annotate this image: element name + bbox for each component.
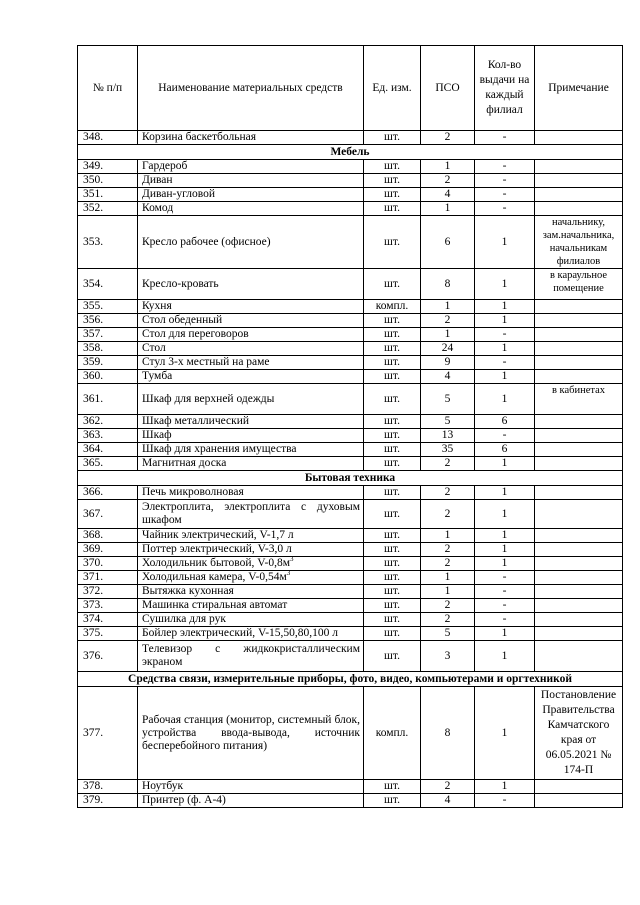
row-pso: 1 xyxy=(421,300,475,314)
row-number: 361. xyxy=(78,384,138,415)
row-qty: 1 xyxy=(475,216,535,269)
table-row xyxy=(78,529,623,543)
row-number: 367. xyxy=(78,500,138,529)
row-name xyxy=(138,613,364,627)
row-note xyxy=(535,780,623,794)
row-number: 359. xyxy=(78,356,138,370)
row-unit: шт. xyxy=(364,174,421,188)
row-name-text: Сушилка для рук xyxy=(142,613,226,625)
row-qty: 6 xyxy=(475,443,535,457)
row-unit: шт. xyxy=(364,202,421,216)
row-name-text: Печь микроволновая xyxy=(142,486,244,498)
row-pso: 1 xyxy=(421,571,475,585)
row-unit: шт. xyxy=(364,613,421,627)
row-unit: шт. xyxy=(364,415,421,429)
row-unit: шт. xyxy=(364,794,421,808)
row-note xyxy=(535,188,623,202)
row-unit: шт. xyxy=(364,599,421,613)
row-qty: 1 xyxy=(475,557,535,571)
row-note xyxy=(535,314,623,328)
row-pso: 6 xyxy=(421,216,475,269)
table-row xyxy=(78,415,623,429)
row-unit: шт. xyxy=(364,457,421,471)
row-name-text: Диван xyxy=(142,174,173,186)
table-row xyxy=(78,429,623,443)
row-name xyxy=(138,457,364,471)
row-qty: 1 xyxy=(475,641,535,672)
row-number: 358. xyxy=(78,342,138,356)
row-number: 364. xyxy=(78,443,138,457)
row-note xyxy=(535,300,623,314)
row-unit: шт. xyxy=(364,571,421,585)
row-note xyxy=(535,641,623,672)
row-name-text: Стол обеденный xyxy=(142,314,223,326)
row-name xyxy=(138,543,364,557)
row-note xyxy=(535,794,623,808)
row-note xyxy=(535,486,623,500)
header-qty: Кол-во выдачи на каждый филиал xyxy=(475,46,535,131)
row-name-text: Принтер (ф. А-4) xyxy=(142,794,226,806)
row-name-text: Кухня xyxy=(142,300,172,312)
row-name-text: Электроплита, электроплита с духовым шкафом xyxy=(142,501,360,526)
row-qty: - xyxy=(475,613,535,627)
row-name xyxy=(138,328,364,342)
row-note xyxy=(535,543,623,557)
row-pso: 2 xyxy=(421,613,475,627)
row-unit: шт. xyxy=(364,216,421,269)
row-unit: компл. xyxy=(364,300,421,314)
row-note xyxy=(535,328,623,342)
section-title: Мебель xyxy=(78,145,623,160)
row-name xyxy=(138,216,364,269)
row-qty: - xyxy=(475,174,535,188)
section-title: Средства связи, измерительные приборы, фото, видео, компьютерами и оргтехникой xyxy=(78,672,623,687)
row-unit: шт. xyxy=(364,486,421,500)
row-pso: 2 xyxy=(421,500,475,529)
row-name xyxy=(138,486,364,500)
row-number: 369. xyxy=(78,543,138,557)
row-pso: 4 xyxy=(421,188,475,202)
row-name-text: Тумба xyxy=(142,370,173,382)
row-number: 374. xyxy=(78,613,138,627)
row-note xyxy=(535,585,623,599)
row-name xyxy=(138,585,364,599)
table-row xyxy=(78,500,623,529)
row-qty: - xyxy=(475,599,535,613)
row-note xyxy=(535,457,623,471)
row-name-text: Холодильная камера, V-0,54м xyxy=(142,571,287,583)
row-pso: 2 xyxy=(421,557,475,571)
row-number: 350. xyxy=(78,174,138,188)
row-unit: шт. xyxy=(364,627,421,641)
row-unit: шт. xyxy=(364,384,421,415)
row-unit: шт. xyxy=(364,529,421,543)
row-note xyxy=(535,627,623,641)
row-pso: 2 xyxy=(421,131,475,145)
row-name xyxy=(138,415,364,429)
row-name-text: Гардероб xyxy=(142,160,188,172)
row-number: 357. xyxy=(78,328,138,342)
row-qty: - xyxy=(475,131,535,145)
table-row xyxy=(78,269,623,300)
row-number: 366. xyxy=(78,486,138,500)
row-name-text: Стол для переговоров xyxy=(142,328,249,340)
row-unit: шт. xyxy=(364,500,421,529)
row-number: 353. xyxy=(78,216,138,269)
row-pso: 4 xyxy=(421,370,475,384)
row-name xyxy=(138,370,364,384)
row-name-text: Корзина баскетбольная xyxy=(142,131,257,143)
row-name xyxy=(138,599,364,613)
row-name xyxy=(138,571,364,585)
row-qty: 1 xyxy=(475,269,535,300)
row-pso: 2 xyxy=(421,314,475,328)
row-note xyxy=(535,500,623,529)
row-name xyxy=(138,384,364,415)
row-unit: шт. xyxy=(364,188,421,202)
row-name xyxy=(138,641,364,672)
row-pso: 2 xyxy=(421,543,475,557)
row-number: 378. xyxy=(78,780,138,794)
row-note: в караульное помещение xyxy=(535,269,623,300)
row-qty: - xyxy=(475,188,535,202)
row-name xyxy=(138,557,364,571)
row-number: 348. xyxy=(78,131,138,145)
row-note xyxy=(535,370,623,384)
row-number: 379. xyxy=(78,794,138,808)
table-header-row xyxy=(78,46,623,131)
row-qty: 1 xyxy=(475,314,535,328)
row-unit: шт. xyxy=(364,429,421,443)
row-note xyxy=(535,429,623,443)
row-name xyxy=(138,300,364,314)
row-unit: шт. xyxy=(364,585,421,599)
row-unit: шт. xyxy=(364,328,421,342)
row-name-text: Шкаф для верхней одежды xyxy=(142,392,275,405)
row-note xyxy=(535,571,623,585)
row-qty: - xyxy=(475,585,535,599)
table-row xyxy=(78,188,623,202)
row-name-text: Кресло-кровать xyxy=(142,277,219,290)
row-note xyxy=(535,415,623,429)
table-row xyxy=(78,627,623,641)
row-number: 351. xyxy=(78,188,138,202)
row-number: 352. xyxy=(78,202,138,216)
row-name-text: Комод xyxy=(142,202,174,214)
table-body xyxy=(78,131,623,808)
row-pso: 5 xyxy=(421,384,475,415)
row-unit: шт. xyxy=(364,443,421,457)
row-number: 377. xyxy=(78,687,138,780)
table-row xyxy=(78,342,623,356)
row-name-text: Шкаф xyxy=(142,429,172,441)
row-unit: шт. xyxy=(364,641,421,672)
row-note: в кабинетах xyxy=(535,384,623,415)
row-pso: 1 xyxy=(421,202,475,216)
row-name-text: Диван-угловой xyxy=(142,188,215,200)
row-name xyxy=(138,500,364,529)
row-pso: 24 xyxy=(421,342,475,356)
row-note xyxy=(535,160,623,174)
table-row xyxy=(78,613,623,627)
row-name-text: Рабочая станция (монитор, системный блок, устройства ввода-вывода, источник бесперебойного питания) xyxy=(142,713,360,752)
row-number: 368. xyxy=(78,529,138,543)
row-qty: 1 xyxy=(475,500,535,529)
row-name xyxy=(138,429,364,443)
row-number: 355. xyxy=(78,300,138,314)
row-qty: 1 xyxy=(475,627,535,641)
row-unit: шт. xyxy=(364,160,421,174)
row-name-text: Кресло рабочее (офисное) xyxy=(142,235,271,248)
header-unit: Ед. изм. xyxy=(364,46,421,131)
row-name-text: Вытяжка кухонная xyxy=(142,585,234,597)
row-name-text: Машинка стиральная автомат xyxy=(142,599,288,611)
row-name xyxy=(138,687,364,780)
table-row xyxy=(78,571,623,585)
table-row xyxy=(78,443,623,457)
row-name xyxy=(138,342,364,356)
row-name-text: Бойлер электрический, V-15,50,80,100 л xyxy=(142,627,339,639)
section-title: Бытовая техника xyxy=(78,471,623,486)
row-name-superscript: 3 xyxy=(286,569,291,578)
table-row xyxy=(78,328,623,342)
row-pso: 2 xyxy=(421,486,475,500)
row-qty: - xyxy=(475,571,535,585)
section-row xyxy=(78,471,623,486)
row-pso: 4 xyxy=(421,794,475,808)
row-note xyxy=(535,557,623,571)
table-row xyxy=(78,300,623,314)
table-row xyxy=(78,794,623,808)
table-row xyxy=(78,687,623,780)
row-qty: 1 xyxy=(475,457,535,471)
row-name-text: Ноутбук xyxy=(142,780,184,792)
row-qty: 1 xyxy=(475,529,535,543)
table-row xyxy=(78,216,623,269)
row-unit: шт. xyxy=(364,557,421,571)
row-note xyxy=(535,356,623,370)
row-number: 365. xyxy=(78,457,138,471)
header-number: № п/п xyxy=(78,46,138,131)
row-qty: 1 xyxy=(475,687,535,780)
row-number: 375. xyxy=(78,627,138,641)
row-name-text: Чайник электрический, V-1,7 л xyxy=(142,529,294,541)
table-row xyxy=(78,356,623,370)
table-row xyxy=(78,370,623,384)
row-pso: 2 xyxy=(421,174,475,188)
row-qty: - xyxy=(475,202,535,216)
row-name-superscript: 3 xyxy=(290,555,294,564)
table-row xyxy=(78,557,623,571)
row-note xyxy=(535,529,623,543)
row-name-text: Магнитная доска xyxy=(142,457,227,469)
row-note: Постановление Правительства Камчатского края от 06.05.2021 № 174-П xyxy=(535,687,623,780)
row-name xyxy=(138,131,364,145)
header-pso: ПСО xyxy=(421,46,475,131)
row-qty: 1 xyxy=(475,370,535,384)
row-unit: шт. xyxy=(364,370,421,384)
row-number: 354. xyxy=(78,269,138,300)
row-unit: шт. xyxy=(364,356,421,370)
table-row xyxy=(78,599,623,613)
row-pso: 1 xyxy=(421,160,475,174)
row-name-text: Холодильник бытовой, V-0,8м xyxy=(142,557,291,569)
row-qty: 1 xyxy=(475,342,535,356)
row-pso: 2 xyxy=(421,457,475,471)
row-name xyxy=(138,443,364,457)
row-note xyxy=(535,599,623,613)
row-note xyxy=(535,443,623,457)
section-row xyxy=(78,672,623,687)
row-qty: 6 xyxy=(475,415,535,429)
row-note xyxy=(535,342,623,356)
row-qty: - xyxy=(475,356,535,370)
row-note xyxy=(535,202,623,216)
row-unit: шт. xyxy=(364,314,421,328)
table-row xyxy=(78,641,623,672)
header-note: Примечание xyxy=(535,46,623,131)
row-number: 360. xyxy=(78,370,138,384)
table-row xyxy=(78,780,623,794)
row-pso: 3 xyxy=(421,641,475,672)
row-pso: 1 xyxy=(421,585,475,599)
row-number: 349. xyxy=(78,160,138,174)
row-pso: 1 xyxy=(421,328,475,342)
row-name xyxy=(138,627,364,641)
row-note xyxy=(535,174,623,188)
table-row xyxy=(78,174,623,188)
row-qty: 1 xyxy=(475,543,535,557)
table-row xyxy=(78,457,623,471)
section-row xyxy=(78,145,623,160)
row-qty: 1 xyxy=(475,780,535,794)
table-row xyxy=(78,160,623,174)
row-qty: - xyxy=(475,328,535,342)
row-name xyxy=(138,780,364,794)
row-qty: 1 xyxy=(475,486,535,500)
row-number: 372. xyxy=(78,585,138,599)
row-name xyxy=(138,356,364,370)
row-qty: - xyxy=(475,160,535,174)
row-name-text: Телевизор с жидкокристаллическим экраном xyxy=(142,643,360,668)
row-number: 376. xyxy=(78,641,138,672)
row-name xyxy=(138,794,364,808)
row-pso: 5 xyxy=(421,415,475,429)
row-pso: 13 xyxy=(421,429,475,443)
table-row xyxy=(78,543,623,557)
row-name xyxy=(138,174,364,188)
row-pso: 2 xyxy=(421,780,475,794)
row-note xyxy=(535,131,623,145)
row-qty: 1 xyxy=(475,300,535,314)
table-row xyxy=(78,131,623,145)
row-name-text: Шкаф для хранения имущества xyxy=(142,443,297,455)
row-unit: шт. xyxy=(364,780,421,794)
table-row xyxy=(78,384,623,415)
row-unit: шт. xyxy=(364,131,421,145)
table-row xyxy=(78,486,623,500)
row-name xyxy=(138,314,364,328)
row-name-text: Стул 3-х местный на раме xyxy=(142,356,270,368)
row-pso: 9 xyxy=(421,356,475,370)
row-qty: 1 xyxy=(475,384,535,415)
row-number: 363. xyxy=(78,429,138,443)
table-row xyxy=(78,314,623,328)
row-pso: 2 xyxy=(421,599,475,613)
row-number: 373. xyxy=(78,599,138,613)
row-note: начальнику, зам.начальника, начальникам филиалов xyxy=(535,216,623,269)
row-pso: 35 xyxy=(421,443,475,457)
row-number: 371. xyxy=(78,571,138,585)
row-pso: 1 xyxy=(421,529,475,543)
table-row xyxy=(78,585,623,599)
row-unit: компл. xyxy=(364,687,421,780)
row-number: 356. xyxy=(78,314,138,328)
row-number: 370. xyxy=(78,557,138,571)
materials-table xyxy=(77,45,623,808)
row-name-text: Стол xyxy=(142,342,166,354)
row-qty: - xyxy=(475,794,535,808)
row-name xyxy=(138,269,364,300)
row-name xyxy=(138,160,364,174)
row-qty: - xyxy=(475,429,535,443)
row-name-text: Поттер электрический, V-3,0 л xyxy=(142,543,292,555)
row-name xyxy=(138,529,364,543)
row-name xyxy=(138,202,364,216)
row-name xyxy=(138,188,364,202)
header-name: Наименование материальных средств xyxy=(138,46,364,131)
row-pso: 8 xyxy=(421,687,475,780)
row-number: 362. xyxy=(78,415,138,429)
table-row xyxy=(78,202,623,216)
row-pso: 5 xyxy=(421,627,475,641)
row-unit: шт. xyxy=(364,342,421,356)
row-unit: шт. xyxy=(364,269,421,300)
row-note xyxy=(535,613,623,627)
row-pso: 8 xyxy=(421,269,475,300)
row-unit: шт. xyxy=(364,543,421,557)
row-name-text: Шкаф металлический xyxy=(142,415,250,427)
